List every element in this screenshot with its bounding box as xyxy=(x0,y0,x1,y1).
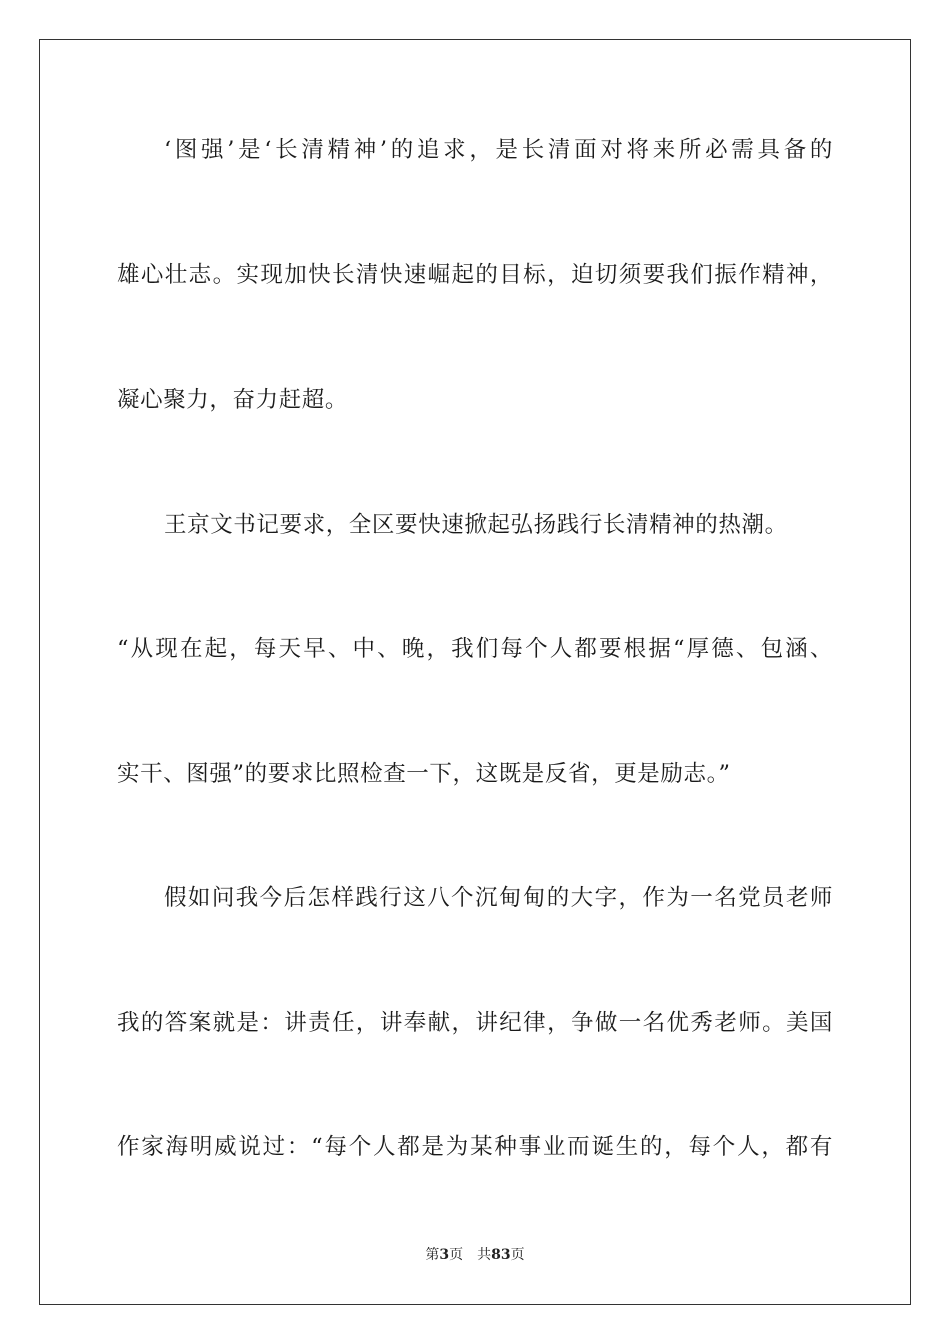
text-line: 假如问我今后怎样践行这八个沉甸甸的大字，作为一名党员老师 xyxy=(164,885,833,911)
text-line: 凝心聚力，奋力赶超。 xyxy=(117,387,349,413)
text-line: 作家海明威说过：“每个人都是为某种事业而诞生的，每个人，都有 xyxy=(117,1134,833,1160)
text-line: 实干、图强”的要求比照检查一下，这既是反省，更是励志。” xyxy=(117,761,731,787)
page-frame xyxy=(39,39,911,1305)
page-number: 3 xyxy=(439,1247,450,1263)
page-label-suffix: 页 xyxy=(449,1247,464,1263)
text-line: 我的答案就是：讲责任，讲奉献，讲纪律，争做一名优秀老师。美国 xyxy=(117,1010,833,1036)
text-line: “从现在起，每天早、中、晚，我们每个人都要根据“厚德、包涵、 xyxy=(117,636,833,662)
total-label-prefix: 共 xyxy=(477,1247,492,1263)
total-pages: 83 xyxy=(491,1247,511,1263)
text-line: 雄心壮志。实现加快长清快速崛起的目标，迫切须要我们振作精神， xyxy=(117,262,833,288)
text-line: ‘图强’是‘长清精神’的追求，是长清面对将来所必需具备的 xyxy=(164,137,833,163)
total-label-suffix: 页 xyxy=(510,1247,525,1263)
text-line: 王京文书记要求，全区要快速掀起弘扬践行长清精神的热潮。 xyxy=(164,512,788,538)
page-label-prefix: 第 xyxy=(425,1247,440,1263)
page-footer xyxy=(0,1245,950,1265)
